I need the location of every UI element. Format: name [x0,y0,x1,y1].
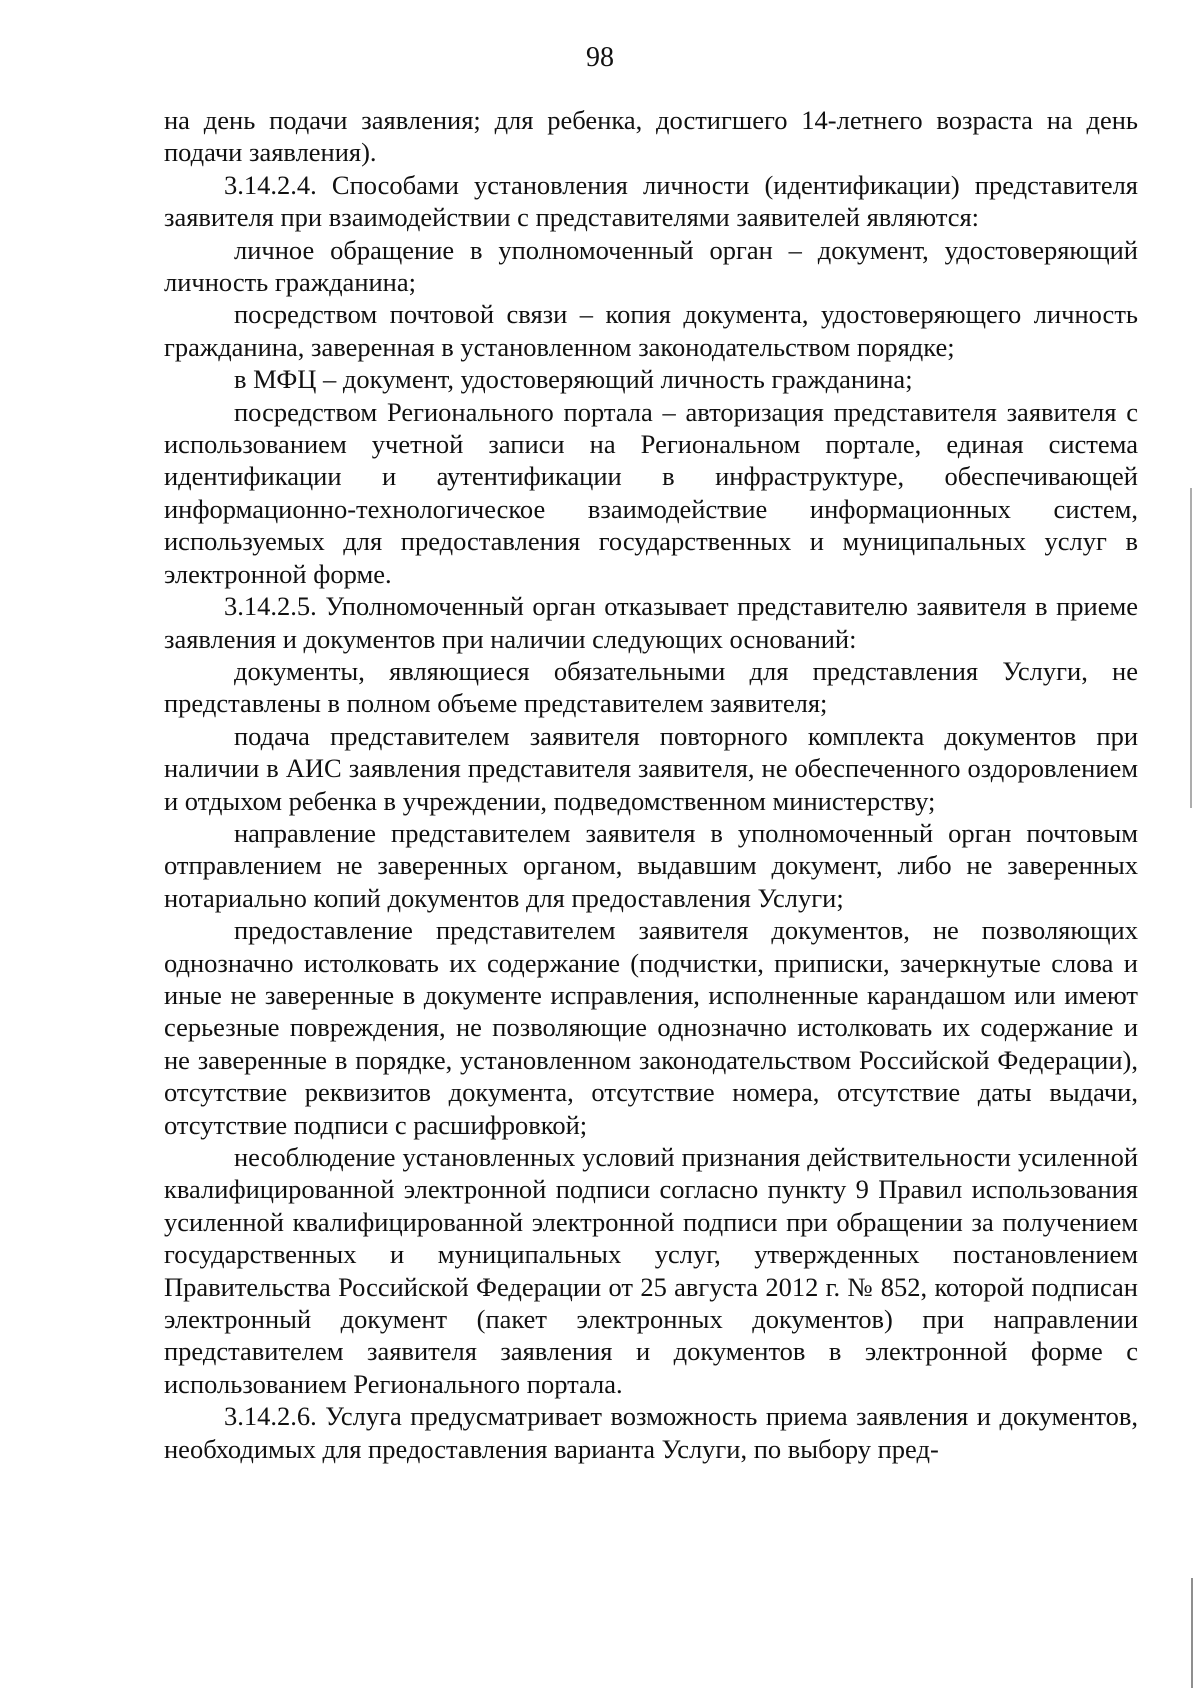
list-item-ambiguous-documents: предоставление представителем заявителя документов, не позволяющих однозначно истолковать их содержание (подчистки, приписки, зачеркнутые слова и иные не заверенные в документе исправления, исполненные карандашом или имеют серьезные повреждения, не позволяющие однозначно истолковать их содержание и не заверенные в порядке, установленном законодательством Российской Федерации), отсутствие реквизитов документа, отсутствие номера, отсутствие даты выдачи, отсутствие подписи с расшифровкой; [164,915,1138,1140]
list-item-mfc: в МФЦ – документ, удостоверяющий личность гражданина; [234,364,913,395]
list-item-repeated-submission: подача представителем заявителя повторного комплекта документов при наличии в АИС заявления представителя заявителя, не обеспеченного оздоровлением и отдыхом ребенка в учреждении, подведомственном министерству; [164,720,1138,816]
list-item-incomplete-documents: документы, являющиеся обязательными для представления Услуги, не представлены в полном объеме представителем заявителя; [164,655,1138,719]
scan-edge-mark [1190,488,1192,808]
paragraph-continuation: на день подачи заявления; для ребенка, достигшего 14-летнего возраста на день подачи заявления). [164,105,1138,168]
scan-edge-mark [1191,1578,1193,1688]
document-body [164,104,1138,1465]
paragraph-3-14-2-4: 3.14.2.4. Способами установления личности (идентификации) представителя заявителя при взаимодействии с представителями заявителей являются: [164,169,1138,233]
list-item-signature-conditions: несоблюдение установленных условий признания действительности усиленной квалифицированной электронной подписи согласно пункту 9 Правил использования усиленной квалифицированной электронной подписи при обращении за получением государственных и муниципальных услуг, утвержденных постановлением Правительства Российской Федерации от 25 августа 2012 г. № 852, которой подписан электронный документ (пакет электронных документов) при направлении представителем заявителя заявления и документов в электронной форме с использованием Регионального портала. [164,1142,1138,1399]
list-item-regional-portal: посредством Регионального портала – авторизация представителя заявителя с использованием учетной записи на Региональном портале, единая система идентификации и аутентификации в инфраструктуре, обеспечивающей информационно-технологическое взаимодействие информационных систем, используемых для предоставления государственных и муниципальных услуг в электронной форме. [164,396,1138,589]
list-item-uncertified-copies: направление представителем заявителя в уполномоченный орган почтовым отправлением не заверенных органом, выдавшим документ, либо не заверенных нотариально копий документов для предоставления Услуги; [164,817,1138,913]
list-item-postal: посредством почтовой связи – копия документа, удостоверяющего личность гражданина, заверенная в установленном законодательством порядке; [164,299,1138,362]
list-item-personal-visit: личное обращение в уполномоченный орган – документ, удостоверяющий личность гражданина; [164,234,1138,298]
page-number: 98 [586,42,614,73]
paragraph-3-14-2-5: 3.14.2.5. Уполномоченный орган отказывает представителю заявителя в приеме заявления и документов при наличии следующих оснований: [164,591,1138,654]
paragraph-3-14-2-6: 3.14.2.6. Услуга предусматривает возможность приема заявления и документов, необходимых для предоставления варианта Услуги, по выбору пред- [164,1401,1138,1464]
